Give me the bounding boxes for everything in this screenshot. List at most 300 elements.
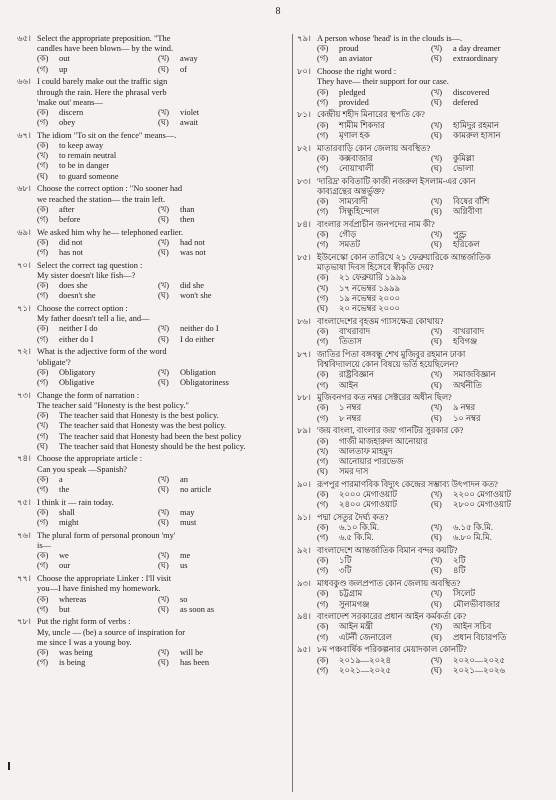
answer-option (158, 335, 279, 345)
answer-option (37, 442, 279, 452)
option-letter: (ক) (317, 273, 329, 283)
answer-option (317, 381, 431, 391)
question-line: Can you speak —Spanish? (37, 464, 128, 474)
option-text: is being (59, 658, 86, 668)
option-letter: (ক) (317, 326, 329, 336)
option-list (317, 403, 545, 423)
answer-option (37, 658, 158, 668)
question-line: My sister doesn't like fish—? (37, 270, 136, 280)
option-text: ২০২১—২০২৫ (339, 665, 391, 675)
question-head (297, 177, 545, 197)
answer-option (37, 648, 158, 658)
option-list (37, 475, 279, 495)
option-text: does she (59, 281, 88, 291)
question-text (37, 77, 279, 108)
option-text: ২০২০—২০২৫ (453, 655, 505, 665)
answer-option (37, 172, 279, 182)
option-text: as soon as (180, 604, 214, 614)
question-item (17, 34, 279, 75)
option-letter: (ঘ) (431, 566, 442, 576)
answer-option (37, 378, 158, 388)
answer-option (158, 118, 279, 128)
question-item (17, 131, 279, 182)
option-text: out (59, 54, 70, 64)
question-line: কাব্যগ্রন্থের অন্তর্ভুক্ত? (317, 186, 385, 196)
answer-option (317, 589, 431, 599)
option-text: no article (180, 485, 212, 495)
question-line: বাংলার সর্বপ্রাচীন জনপদের নাম কী? (317, 219, 435, 229)
answer-option (431, 88, 545, 98)
option-letter: (ক) (317, 370, 329, 380)
option-text: ২০১৯—২০২৪ (339, 655, 391, 665)
question-text (37, 228, 279, 238)
answer-option (431, 197, 545, 207)
option-text: discern (59, 107, 84, 117)
option-list (317, 273, 545, 314)
option-letter: (গ) (317, 54, 329, 64)
answer-option (431, 121, 545, 131)
answer-option (317, 556, 431, 566)
option-letter: (গ) (317, 665, 329, 675)
option-letter: (খ) (431, 326, 443, 336)
question-head (17, 347, 279, 367)
answer-option (431, 154, 545, 164)
option-text: তিতাস (339, 337, 362, 347)
question-head (297, 34, 545, 44)
option-text: us (180, 561, 188, 571)
question-item (297, 144, 545, 175)
option-letter: (ঘ) (158, 658, 169, 668)
option-text: কক্সবাজার (339, 153, 373, 163)
question-text (317, 34, 545, 44)
answer-option (37, 475, 158, 485)
option-letter: (ঘ) (158, 518, 169, 528)
answer-option (431, 533, 545, 543)
option-text: বিষের বাঁশি (453, 197, 490, 207)
option-letter: (খ) (158, 648, 170, 658)
option-text: বাখরাবাদ (339, 326, 371, 336)
answer-option (431, 131, 545, 141)
option-letter: (ক) (37, 54, 49, 64)
answer-option (317, 294, 545, 304)
question-number: ৮৩। (297, 176, 311, 186)
option-letter: (ক) (317, 87, 329, 97)
option-text: a day dreamer (453, 44, 501, 54)
question-text (37, 574, 279, 594)
question-line: Change the form of narration : (37, 390, 140, 400)
answer-option (158, 475, 279, 485)
question-item (17, 498, 279, 529)
option-text: Obligation (180, 367, 216, 377)
right-column (292, 34, 545, 792)
option-letter: (খ) (158, 594, 170, 604)
option-letter: (ঘ) (431, 130, 442, 140)
question-head (17, 261, 279, 281)
option-letter: (ক) (317, 556, 329, 566)
option-text: আইন (339, 380, 359, 390)
option-text: ৯ নম্বর (453, 403, 476, 413)
answer-option (37, 335, 158, 345)
question-line: Select the correct tag question : (37, 260, 143, 270)
answer-option (431, 327, 545, 337)
question-text (37, 531, 279, 551)
question-number: ৯৪। (297, 612, 311, 622)
option-text: মৃণাল হক (339, 130, 370, 140)
option-text: up (59, 64, 68, 74)
option-text: of (180, 64, 187, 74)
option-list (37, 324, 279, 344)
answer-option (317, 523, 431, 533)
question-number: ৬৫। (17, 34, 31, 43)
option-text: রাষ্ট্রবিজ্ঞান (339, 370, 374, 380)
option-text: সাম্যবাদী (339, 197, 368, 207)
question-line: My, uncle — (be) a source of inspiration for (37, 627, 186, 637)
question-item (297, 350, 545, 391)
answer-option (37, 238, 158, 248)
option-text: ৮ নম্বর (339, 413, 362, 423)
option-letter: (গ) (37, 118, 49, 128)
question-item (17, 391, 279, 452)
answer-option (317, 666, 431, 676)
question-number: ৯৩। (297, 579, 311, 589)
question-head (17, 617, 279, 648)
answer-option (158, 658, 279, 668)
option-letter: (ক) (37, 281, 49, 291)
question-text (317, 579, 545, 589)
option-letter: (ক) (317, 436, 329, 446)
option-letter: (ক) (37, 141, 49, 151)
option-list (317, 327, 545, 347)
answer-option (317, 447, 545, 457)
option-text: আলতাফ মাহমুদ (339, 446, 393, 456)
option-text: ২০২১—২০২৬ (453, 665, 505, 675)
option-text: neither do I (180, 324, 219, 334)
option-text: whereas (59, 594, 87, 604)
answer-option (431, 633, 545, 643)
option-list (37, 141, 279, 182)
question-head (297, 67, 545, 87)
answer-option (158, 291, 279, 301)
option-text: নোয়াখালী (339, 163, 374, 173)
option-letter: (ঘ) (431, 632, 442, 642)
question-number: ৭০। (17, 260, 31, 270)
question-head (17, 77, 279, 108)
question-text (317, 645, 545, 655)
question-line: The plural form of personal pronoun 'my' (37, 530, 176, 540)
answer-option (37, 54, 158, 64)
question-line: Put the right form of verbs : (37, 617, 131, 627)
answer-option (431, 666, 545, 676)
answer-option (431, 622, 545, 632)
answer-option (317, 370, 431, 380)
option-text: কুমিল্লা (453, 153, 475, 163)
question-item (297, 220, 545, 251)
option-text: to be in danger (59, 161, 110, 171)
option-letter: (খ) (431, 197, 443, 207)
option-letter: (খ) (431, 120, 443, 130)
question-head (17, 454, 279, 474)
question-line: I think it — rain today. (37, 497, 114, 507)
question-line: জাতির পিতা বঙ্গবন্ধু শেখ মুজিবুর রহমান ঢাকা (317, 349, 466, 359)
question-number: ৭৯। (297, 34, 311, 43)
option-list (317, 437, 545, 478)
option-list (317, 197, 545, 217)
option-text: doesn't she (59, 291, 96, 301)
option-text: ২টি (453, 556, 466, 566)
option-letter: (খ) (431, 87, 443, 97)
question-line: They have— their support for our case. (317, 77, 449, 87)
option-letter: (খ) (37, 151, 49, 161)
option-text: চট্টগ্রাম (339, 589, 363, 599)
option-text: did not (59, 237, 83, 247)
question-number: ৭৬। (17, 530, 31, 540)
option-letter: (গ) (317, 130, 329, 140)
answer-option (158, 595, 279, 605)
question-number: ৬৯। (17, 227, 31, 237)
answer-option (317, 467, 545, 477)
option-text: অর্থনীতি (453, 380, 482, 390)
question-number: ৭৫। (17, 497, 31, 507)
question-line: কেন্দ্রীয় শহীদ মিনারের স্থপতি কে? (317, 110, 425, 120)
answer-option (317, 437, 545, 447)
option-list (317, 370, 545, 390)
option-text: will be (180, 648, 204, 658)
question-text (37, 304, 279, 324)
question-text (317, 144, 545, 154)
answer-option (431, 500, 545, 510)
option-text: Obligatoriness (180, 378, 229, 387)
option-letter: (গ) (317, 533, 329, 543)
question-head (17, 574, 279, 594)
option-letter: (খ) (431, 655, 443, 665)
option-text: শামীম শিকদার (339, 120, 385, 130)
option-letter: (খ) (317, 283, 329, 293)
option-text: before (59, 214, 81, 224)
question-text (37, 131, 279, 141)
option-letter: (ঘ) (317, 304, 328, 314)
margin-mark (8, 762, 10, 770)
option-letter: (গ) (37, 378, 49, 387)
option-letter: (ঘ) (37, 441, 48, 451)
option-text: either do I (59, 334, 94, 344)
question-item (297, 546, 545, 577)
option-list (317, 121, 545, 141)
question-line: 'make out' means— (37, 97, 103, 107)
option-letter: (খ) (158, 324, 170, 334)
answer-option (317, 566, 431, 576)
answer-option (317, 54, 431, 64)
option-text: ১০ নম্বর (453, 413, 481, 423)
option-list (317, 230, 545, 250)
question-item (297, 177, 545, 218)
option-letter: (ঘ) (431, 163, 442, 173)
option-text: to remain neutral (59, 151, 117, 161)
option-letter: (ঘ) (431, 500, 442, 510)
option-list (317, 523, 545, 543)
question-line: বাংলাদেশের বৃহত্তম গ্যাসক্ষেত্র কোথায়? (317, 316, 444, 326)
question-text (317, 177, 545, 197)
question-line: The idiom "To sit on the fence" means—. (37, 130, 177, 140)
option-letter: (গ) (37, 291, 49, 301)
question-head (297, 426, 545, 436)
question-text (317, 480, 545, 490)
option-text: ১ নম্বর (339, 403, 362, 413)
question-head (17, 391, 279, 411)
answer-option (37, 605, 158, 615)
answer-option (158, 485, 279, 495)
question-line: through the rain. Here the phrasal verb (37, 87, 167, 97)
answer-option (37, 421, 279, 431)
question-item (297, 110, 545, 141)
option-text: might (59, 518, 79, 528)
answer-option (431, 164, 545, 174)
question-item (17, 77, 279, 128)
question-text (317, 110, 545, 120)
option-text: so (180, 594, 188, 604)
answer-option (317, 197, 431, 207)
answer-option (317, 273, 545, 283)
option-text: আইন সচিব (453, 622, 492, 632)
option-text: ২১ ফেব্রুয়ারি ১৯৯৯ (339, 273, 407, 283)
option-letter: (ঘ) (37, 171, 48, 181)
option-letter: (খ) (37, 421, 49, 431)
answer-option (37, 291, 158, 301)
option-letter: (গ) (317, 293, 329, 303)
option-list (317, 44, 545, 64)
option-letter: (ক) (317, 120, 329, 130)
answer-option (37, 141, 279, 151)
option-text: proud (339, 44, 359, 54)
question-line: মাতৃভাষা দিবস হিসেবে স্বীকৃতি দেয়? (317, 263, 434, 273)
question-number: ৮০। (297, 67, 311, 77)
option-text: ৬.১৫ কি.মি. (453, 523, 493, 533)
option-text: did she (180, 281, 204, 291)
option-letter: (ঘ) (158, 604, 169, 614)
answer-option (317, 490, 431, 500)
answer-option (37, 281, 158, 291)
question-line: পদ্মা সেতুর দৈর্ঘ্য কত? (317, 512, 389, 522)
answer-option (317, 633, 431, 643)
option-letter: (খ) (158, 107, 170, 117)
option-text: defered (453, 97, 479, 107)
answer-option (37, 118, 158, 128)
left-column (17, 34, 279, 671)
option-letter: (ঘ) (158, 378, 169, 387)
question-line: Choose the correct option : (37, 304, 128, 314)
option-list (317, 622, 545, 642)
option-list (37, 238, 279, 258)
question-line: Select the appropriate preposition. "The (37, 34, 171, 43)
answer-option (431, 207, 545, 217)
option-text: an aviator (339, 54, 373, 64)
question-number: ৮২। (297, 143, 311, 153)
option-letter: (ক) (317, 153, 329, 163)
option-letter: (খ) (431, 622, 443, 632)
option-text: a (59, 474, 63, 484)
option-letter: (খ) (431, 230, 443, 240)
option-letter: (খ) (431, 556, 443, 566)
option-text: has not (59, 248, 83, 258)
question-line: me since I was a young boy. (37, 637, 132, 647)
option-text: violet (180, 107, 200, 117)
question-head (297, 645, 545, 655)
option-text: পুণ্ড্র (453, 230, 467, 240)
answer-option (37, 368, 158, 378)
answer-option (431, 98, 545, 108)
option-letter: (ক) (317, 197, 329, 207)
question-head (297, 579, 545, 589)
answer-option (37, 595, 158, 605)
answer-option (158, 205, 279, 215)
answer-option (158, 54, 279, 64)
answer-option (317, 656, 431, 666)
answer-option (317, 207, 431, 217)
option-letter: (ক) (37, 107, 49, 117)
answer-option (431, 566, 545, 576)
option-text: was not (180, 248, 206, 258)
option-letter: (ক) (317, 523, 329, 533)
answer-option (317, 457, 545, 467)
question-number: ৮১। (297, 110, 311, 120)
question-text (37, 184, 279, 204)
option-list (37, 411, 279, 452)
option-letter: (ঘ) (431, 337, 442, 347)
option-text: সিন্ধুহিন্দোল (339, 207, 380, 217)
option-letter: (ঘ) (431, 599, 442, 609)
option-letter: (গ) (317, 163, 329, 173)
option-text: Obligative (59, 378, 95, 387)
option-text: আনোয়ার পারভেজ (339, 456, 404, 466)
question-number: ৯৫। (297, 645, 311, 655)
question-head (297, 317, 545, 327)
option-letter: (ঘ) (431, 240, 442, 250)
question-head (17, 184, 279, 204)
question-head (297, 612, 545, 622)
option-text: was being (59, 648, 93, 658)
option-text: সমতট (339, 240, 361, 250)
question-item (297, 393, 545, 424)
question-text (317, 426, 545, 436)
question-number: ৬৬। (17, 77, 31, 87)
option-letter: (ক) (317, 490, 329, 500)
option-letter: (গ) (37, 604, 49, 614)
question-number: ৭৭। (17, 574, 31, 584)
option-letter: (গ) (317, 500, 329, 510)
question-line: What is the adjective form of the word (37, 347, 167, 357)
option-letter: (খ) (158, 54, 170, 64)
question-line: Choose the correct option : "No sooner had (37, 184, 183, 194)
option-text: সমর দাস (339, 467, 369, 477)
answer-option (37, 161, 279, 171)
option-letter: (ক) (317, 44, 329, 54)
question-item (297, 317, 545, 348)
option-text: extraordinary (453, 54, 499, 64)
answer-option (431, 230, 545, 240)
option-text: to guard someone (59, 171, 119, 181)
question-line: We asked him why he— telephoned earlier. (37, 227, 184, 237)
option-text: has been (180, 658, 210, 668)
question-number: ৯০। (297, 479, 311, 489)
question-line: is— (37, 541, 51, 551)
option-text: ২২০০ মেগাওয়াট (453, 490, 511, 500)
option-text: to keep away (59, 141, 104, 151)
option-text: may (180, 507, 195, 517)
option-text: হরিকেল (453, 240, 480, 250)
option-text: The teacher said that Honesty was the best policy. (59, 421, 227, 431)
question-text (317, 393, 545, 403)
answer-option (37, 108, 158, 118)
option-text: ১৯ নভেম্বর ২০০০ (339, 293, 400, 303)
